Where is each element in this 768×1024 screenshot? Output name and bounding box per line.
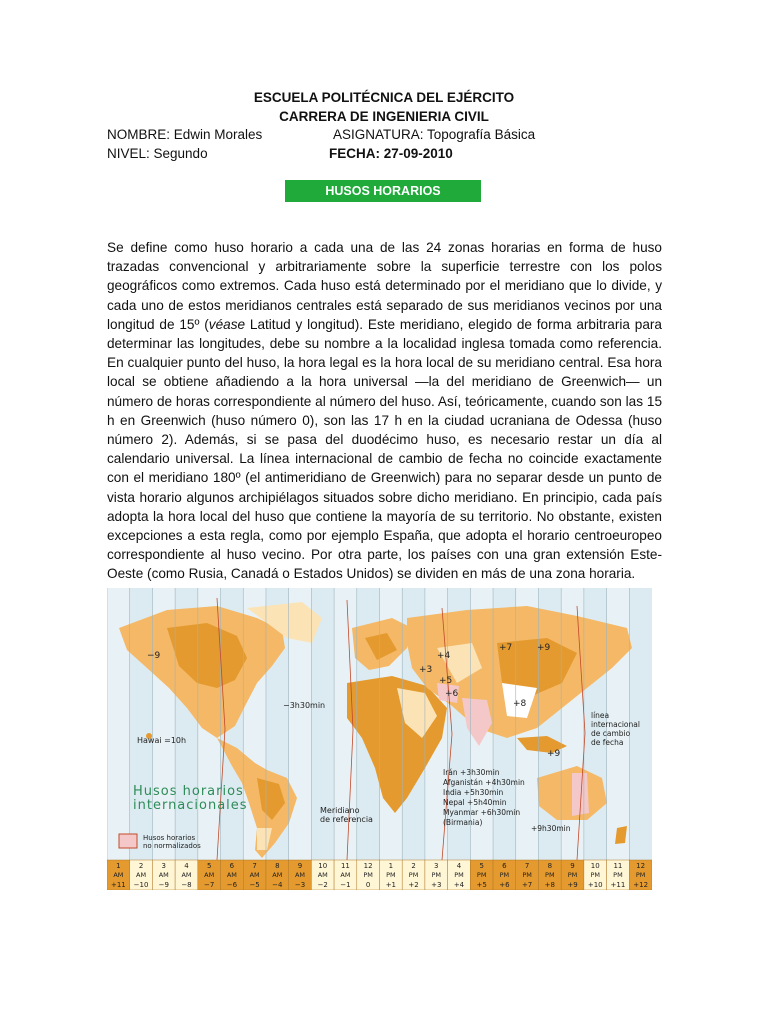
zone-mark: +4 — [437, 651, 451, 661]
body-paragraph — [107, 238, 662, 584]
date-line-label-4: de fecha — [591, 738, 624, 747]
minus-3h30-label: −3h30min — [283, 701, 326, 710]
hour-label: 7 — [524, 862, 530, 870]
hawaii-label: Hawai =10h — [137, 736, 187, 745]
offset-label: +9 — [567, 881, 578, 889]
school-name: ESCUELA POLITÉCNICA DEL EJÉRCITO — [253, 90, 515, 105]
offset-label: −8 — [181, 881, 192, 889]
hour-scale — [107, 860, 652, 890]
ampm-label: PM — [522, 871, 532, 879]
zone-mark: +3 — [419, 665, 433, 675]
birmania-label: (Birmania) — [443, 818, 483, 827]
section-title-banner — [285, 180, 481, 202]
hour-label: 4 — [184, 862, 189, 870]
legend-label-line2: no normalizados — [143, 842, 201, 850]
offset-label: +11 — [110, 881, 126, 889]
hour-label: 7 — [252, 862, 257, 870]
legend-swatch — [119, 834, 137, 848]
body-text-part1: Se define como huso horario a cada una de las 24 zonas horarias en forma de huso trazadas convencional y arbitrariamente sobre la superficie terrestre con los polos geográficos como extremos. Cada huso está determinado por el meridiano que lo divide, y cada uno de estos meridianos centrales está separado de sus meridianos vecinos por una longitud de 15º ( — [107, 240, 662, 332]
offset-label: +6 — [499, 881, 510, 889]
hour-label: 9 — [297, 862, 303, 870]
ampm-label: AM — [158, 871, 169, 879]
offset-label: −3 — [294, 881, 306, 889]
date-line-label-2: internacional — [591, 720, 640, 729]
ampm-label: PM — [590, 871, 600, 879]
hour-label: 2 — [411, 862, 416, 870]
hour-label: 8 — [275, 862, 280, 870]
ampm-label: AM — [340, 871, 351, 879]
ampm-label: PM — [386, 871, 396, 879]
hour-label: 5 — [479, 862, 484, 870]
offset-label: +12 — [633, 881, 649, 889]
offset-label: −5 — [249, 881, 260, 889]
hour-label: 10 — [590, 862, 600, 870]
ampm-label: AM — [204, 871, 215, 879]
date-line-label-3: de cambio — [591, 729, 631, 738]
offset-label: +1 — [385, 881, 397, 889]
subject: ASIGNATURA: Topografía Básica — [333, 127, 536, 142]
ampm-label: PM — [499, 871, 510, 879]
hour-label: 12 — [363, 862, 373, 870]
hour-label: 1 — [388, 862, 394, 870]
ampm-label: PM — [476, 871, 487, 879]
ampm-label: AM — [113, 871, 124, 879]
hour-label: 11 — [340, 862, 350, 870]
hour-label: 10 — [318, 862, 328, 870]
hour-label: 9 — [570, 862, 575, 870]
hour-label: 5 — [206, 862, 212, 870]
meridian-label-line1: Meridiano — [320, 806, 360, 815]
student-name: NOMBRE: Edwin Morales — [107, 127, 263, 142]
hour-label: 3 — [161, 862, 167, 870]
ampm-label: AM — [136, 871, 147, 879]
ampm-label: AM — [317, 871, 328, 879]
meridian-label-line2: de referencia — [320, 815, 373, 824]
ampm-label: AM — [226, 871, 237, 879]
zone-mark: +9 — [537, 643, 551, 653]
hour-label: 6 — [229, 862, 235, 870]
myanmar-label: Myanmar +6h30min — [443, 808, 521, 817]
offset-label: −2 — [317, 881, 328, 889]
ampm-label: PM — [567, 871, 578, 879]
offset-label: +2 — [408, 881, 419, 889]
offset-label: +11 — [610, 881, 626, 889]
ampm-label: AM — [272, 871, 283, 879]
body-text-part2: Latitud y longitud). Este meridiano, elegido de forma arbitraria para determinar las longitudes, debe su nombre a la localidad inglesa tomada como referencia. En cualquier punto del huso, la hora legal es la hora local de su meridiano central. Esa hora local se obtiene añadiendo a la hora universal —la del meridiano de Greenwich— un número de horas correspondiente al número del huso. Así, teóricamente, cuando son las 15 h en Greenwich (huso número 0), son las 17 h en la ciudad ucraniana de Odessa (huso número 2). Además, si se pasa del duodécimo huso, es necesario restar un día al calendario universal. La línea internacional de cambio de fecha no coincide exactamente con el meridiano 180º (el antimeridiano de Greenwich) para no separar desde un punto de vista horario algunos archipiélagos situados sobre dicho meridiano. En principio, cada país adopta la hora local del huso que contiene la mayoría de su territorio. No obstante, existen excepciones a esta regla, como por ejemplo España, que adopta el horario centroeuropeo correspondiente al huso vecino. Por otra parte, los países con una gran extensión Este-Oeste (como Rusia, Canadá o Estados Unidos) se dividen en más de una zona horaria. — [107, 316, 662, 582]
hour-label: 3 — [434, 862, 439, 870]
iran-label: Irán +3h30min — [443, 768, 500, 777]
offset-label: −4 — [272, 881, 283, 889]
offset-label: −10 — [133, 881, 149, 889]
date: FECHA: 27-09-2010 — [329, 146, 453, 161]
zone-mark: −9 — [147, 651, 161, 661]
zone-mark: +7 — [499, 643, 513, 653]
offset-label: +5 — [476, 881, 487, 889]
india-label: India +5h30min — [443, 788, 504, 797]
hour-label: 8 — [547, 862, 553, 870]
hour-label: 2 — [138, 862, 144, 870]
ampm-label: PM — [635, 871, 646, 879]
hour-label: 11 — [613, 862, 623, 870]
ampm-label: PM — [408, 871, 419, 879]
level: NIVEL: Segundo — [107, 146, 208, 161]
ampm-label: AM — [181, 871, 192, 879]
body-text-emphasis: véase — [208, 316, 246, 332]
zone-mark: +9 — [547, 749, 561, 759]
offset-label: +4 — [453, 881, 465, 889]
ampm-label: PM — [363, 871, 373, 879]
offset-label: +7 — [521, 881, 533, 889]
map-title-line1: Husos horarios — [133, 784, 244, 799]
hour-label: 4 — [456, 862, 462, 870]
zone-mark: +8 — [513, 699, 527, 709]
ampm-label: PM — [454, 871, 464, 879]
offset-label: −6 — [226, 881, 238, 889]
hour-label: 1 — [116, 862, 121, 870]
offset-label: +8 — [544, 881, 555, 889]
date-line-label-1: línea — [591, 711, 610, 720]
career-name: CARRERA DE INGENIERIA CIVIL — [279, 109, 489, 124]
ampm-label: AM — [294, 871, 306, 879]
offset-label: 0 — [365, 881, 371, 889]
hour-label: 6 — [502, 862, 507, 870]
ampm-label: PM — [545, 871, 555, 879]
offset-label: −1 — [340, 881, 351, 889]
nepal-label: Nepal +5h40min — [443, 798, 507, 807]
time-zone-map — [107, 588, 652, 890]
offset-label: −9 — [158, 881, 169, 889]
ampm-label: PM — [431, 871, 442, 879]
zone-mark: +6 — [445, 689, 459, 699]
map-title-line2: internacionales — [133, 798, 248, 813]
offset-label: +10 — [587, 881, 603, 889]
ampm-label: PM — [613, 871, 623, 879]
afganistan-label: Afganistán +4h30min — [443, 778, 525, 787]
section-title: HUSOS HORARIOS — [325, 184, 441, 198]
australia-offset-label: +9h30min — [531, 824, 571, 833]
legend-label-line1: Husos horarios — [143, 834, 196, 842]
ampm-label: AM — [249, 871, 260, 879]
offset-label: −7 — [204, 881, 215, 889]
offset-label: +3 — [431, 881, 442, 889]
hour-label: 12 — [636, 862, 646, 870]
zone-mark: +5 — [439, 676, 453, 686]
